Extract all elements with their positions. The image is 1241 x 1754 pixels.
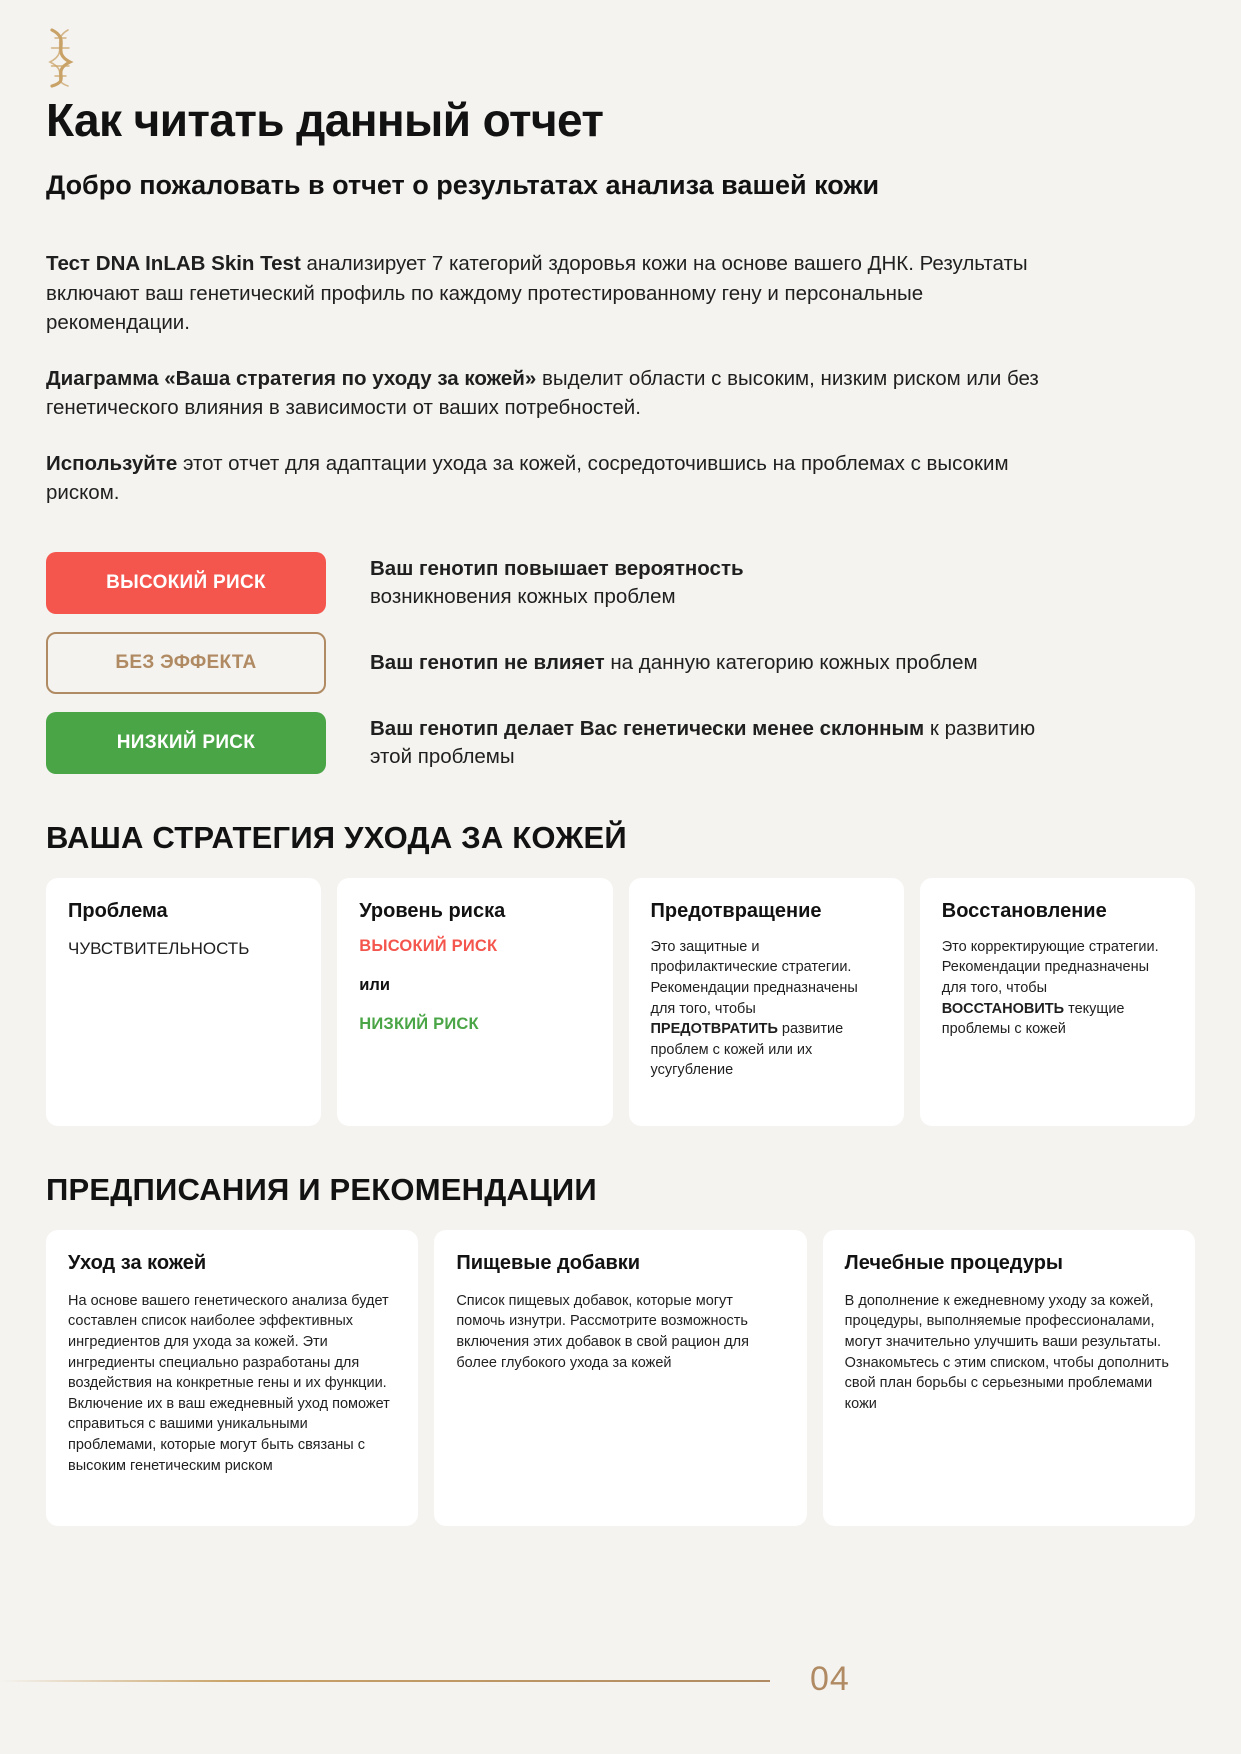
card-supplements-text: Список пищевых добавок, которые могут помочь изнутри. Рассмотрите возможность включения этих добавок в свой рацион для более глубокого ухода за кожей (456, 1292, 749, 1371)
legend-text-low-risk-rest: к развитию этой проблемы (370, 717, 1036, 768)
intro-paragraph-3 (46, 449, 1046, 508)
strategy-card-row (46, 878, 1195, 1126)
card-skincare-text: На основе вашего генетического анализа будет составлен список наиболее эффективных ингредиентов для ухода за кожей. Эти ингредиенты специально разработаны для воздействия на конкретные гены и их функции. Включение их в ваш ежедневный уход поможет справиться с вашими уникальными проблемами, которые могут быть связаны с высоким генетическим риском (68, 1292, 390, 1474)
card-prevention-text (651, 937, 882, 1081)
legend-text-low-risk-bold: Ваш генотип делает Вас генетически менее склонным (370, 717, 925, 741)
intro-paragraph-3-bold: Используйте (46, 451, 178, 475)
intro-paragraph-2-rest: выделит области с высоким, низким риском или без генетического влияния в зависимости от ваших потребностей. (46, 366, 1039, 420)
card-risk-level-high: ВЫСОКИЙ РИСК (359, 936, 498, 955)
card-recovery-text (942, 937, 1173, 1040)
card-risk-level-low: НИЗКИЙ РИСК (359, 1014, 479, 1033)
card-recovery-title: Восстановление (941, 899, 1107, 922)
card-treatments-title: Лечебные процедуры (844, 1251, 1064, 1274)
card-prevention (629, 878, 904, 1126)
intro-paragraph-1-rest: анализирует 7 категорий здоровья кожи на основе вашего ДНК. Результаты включают ваш генетический профиль по каждому протестированному гену и персональные рекомендации. (46, 252, 1028, 335)
intro-paragraph-1-bold: Тест DNA InLAB Skin Test (46, 252, 301, 276)
badge-high-risk: ВЫСОКИЙ РИСК (46, 552, 326, 614)
card-prevention-text-a: Это защитные и профилактические стратегии. Рекомендации предназначены для того, чтобы (650, 938, 858, 1017)
page-title: Как читать данный отчет (46, 94, 604, 146)
card-supplements-title: Пищевые добавки (456, 1251, 641, 1274)
card-prevention-title: Предотвращение (650, 899, 822, 922)
legend-text-low-risk (370, 715, 1050, 771)
card-prevention-text-c: развитие проблем с кожей или их усугубление (650, 1021, 844, 1079)
card-skincare-title: Уход за кожей (68, 1251, 207, 1274)
dna-helix-icon (38, 26, 84, 88)
legend-row-high-risk (46, 552, 1195, 614)
card-problem-title: Проблема (68, 899, 168, 922)
badge-no-effect: БЕЗ ЭФФЕКТА (46, 632, 326, 694)
legend-row-low-risk (46, 712, 1195, 774)
card-risk-level-title: Уровень риска (359, 899, 506, 922)
risk-legend (46, 552, 1195, 774)
legend-text-high-risk-rest: возникновения кожных проблем (370, 584, 676, 608)
card-risk-level (337, 878, 612, 1126)
card-risk-level-or: или (359, 975, 391, 994)
intro-paragraph-3-rest: этот отчет для адаптации ухода за кожей, сосредоточившись на проблемах с высоким риском. (46, 451, 1009, 505)
card-supplements (434, 1230, 806, 1526)
prescriptions-card-row (46, 1230, 1195, 1526)
prescriptions-section-heading: ПРЕДПИСАНИЯ И РЕКОМЕНДАЦИИ (46, 1171, 597, 1207)
legend-text-no-effect-rest: на данную категорию кожных проблем (610, 650, 978, 674)
legend-text-no-effect (370, 649, 978, 677)
intro-paragraph-1 (46, 249, 1046, 338)
card-prevention-text-emphasis: ПРЕДОТВРАТИТЬ (650, 1021, 778, 1038)
legend-text-no-effect-bold: Ваш генотип не влияет (370, 650, 605, 674)
card-recovery-text-a: Это корректирующие стратегии. Рекомендации предназначены для того, чтобы (941, 938, 1159, 997)
card-recovery-text-emphasis: ВОССТАНОВИТЬ (941, 1000, 1065, 1017)
badge-low-risk: НИЗКИЙ РИСК (46, 712, 326, 774)
intro-paragraph-2-bold: Диаграмма «Ваша стратегия по уходу за кожей» (46, 366, 537, 390)
card-treatments (823, 1230, 1195, 1526)
card-problem-value: ЧУВСТВИТЕЛЬНОСТЬ (68, 938, 250, 958)
intro-paragraph-2 (46, 364, 1046, 423)
legend-row-no-effect (46, 632, 1195, 694)
legend-text-high-risk (370, 555, 744, 611)
strategy-section-heading: ВАША СТРАТЕГИЯ УХОДА ЗА КОЖЕЙ (46, 819, 627, 855)
card-recovery-text-c: текущие проблемы с кожей (941, 1000, 1125, 1038)
page-subtitle: Добро пожаловать в отчет о результатах анализа вашей кожи (46, 169, 880, 200)
card-skincare (46, 1230, 418, 1526)
card-treatments-text: В дополнение к ежедневному уходу за кожей, процедуры, выполняемые профессионалами, могут значительно улучшить ваши результаты. Ознакомьтесь с этим списком, чтобы дополнить свой план борьбы с серьезными проблемами кожи (844, 1292, 1169, 1412)
card-problem (46, 878, 321, 1126)
page-number: 04 (810, 1660, 850, 1698)
legend-text-high-risk-bold: Ваш генотип повышает вероятность (370, 557, 744, 581)
footer-divider (0, 1680, 770, 1682)
intro-text-block (46, 249, 1046, 508)
page-footer (0, 1660, 1241, 1700)
card-recovery (920, 878, 1195, 1126)
